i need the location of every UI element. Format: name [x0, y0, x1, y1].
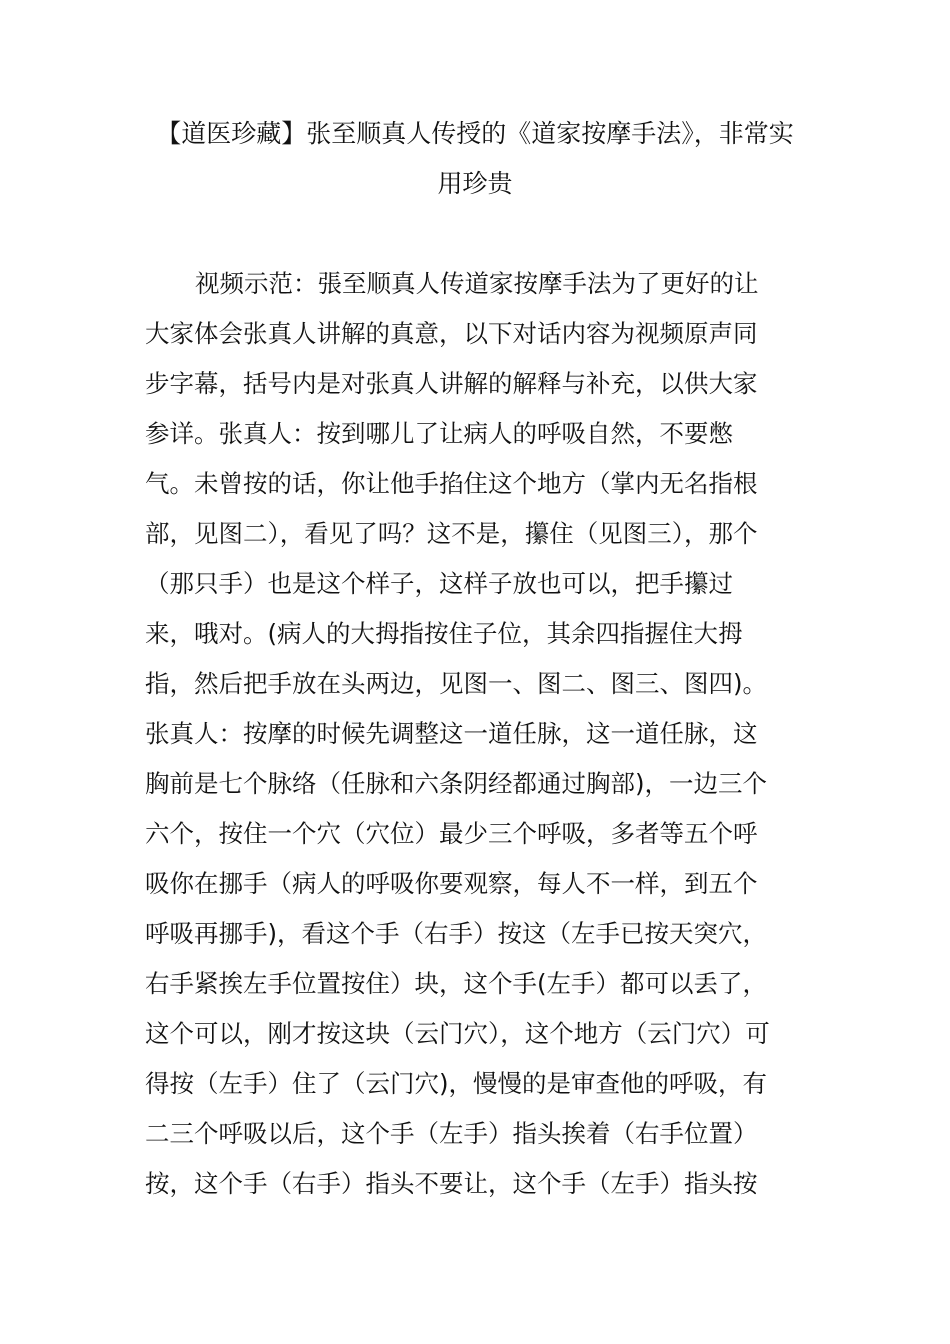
body-line-6: 部，见图二），看见了吗？这不是，攥住（见图三），那个 — [145, 519, 758, 548]
body-line-7: （那只手）也是这个样子，这样子放也可以，把手攥过 — [145, 569, 733, 598]
document-title-line-2: 用珍贵 — [437, 169, 513, 198]
body-line-8: 来，哦对。(病人的大拇指按住子位，其余四指握住大拇 — [145, 619, 743, 648]
body-line-2: 大家体会张真人讲解的真意，以下对话内容为视频原声同 — [145, 319, 758, 348]
body-line-4: 参详。张真人：按到哪儿了让病人的呼吸自然，不要憋 — [145, 419, 733, 448]
body-line-9: 指，然后把手放在头两边，见图一、图二、图三、图四)。 — [145, 669, 768, 698]
body-line-3: 步字幕，括号内是对张真人讲解的解释与补充，以供大家 — [145, 369, 758, 398]
body-line-15: 右手紧挨左手位置按住）块，这个手(左手）都可以丢了， — [145, 969, 768, 998]
body-line-16: 这个可以，刚才按这块（云门穴），这个地方（云门穴）可 — [145, 1019, 770, 1048]
body-line-10: 张真人：按摩的时候先调整这一道任脉，这一道任脉，这 — [145, 719, 758, 748]
body-line-1: 视频示范：張至顺真人传道家按摩手法为了更好的让 — [195, 269, 759, 298]
body-line-14: 呼吸再挪手)，看这个手（右手）按这（左手已按天突穴， — [145, 919, 768, 948]
body-line-5: 气。未曾按的话，你让他手掐住这个地方（掌内无名指根 — [145, 469, 758, 498]
body-line-18: 二三个呼吸以后，这个手（左手）指头挨着（右手位置） — [145, 1119, 758, 1148]
body-line-12: 六个，按住一个穴（穴位）最少三个呼吸，多者等五个呼 — [145, 819, 758, 848]
document-title-line-1: 【道医珍藏】张至顺真人传授的《道家按摩手法》，非常实 — [156, 119, 794, 148]
body-line-17: 得按（左手）住了（云门穴)，慢慢的是审查他的呼吸，有 — [145, 1069, 768, 1098]
body-line-19: 按，这个手（右手）指头不要让，这个手（左手）指头按 — [145, 1169, 758, 1198]
body-line-13: 吸你在挪手（病人的呼吸你要观察，每人不一样，到五个 — [145, 869, 758, 898]
body-line-11: 胸前是七个脉络（任脉和六条阴经都通过胸部)，一边三个 — [145, 769, 768, 798]
